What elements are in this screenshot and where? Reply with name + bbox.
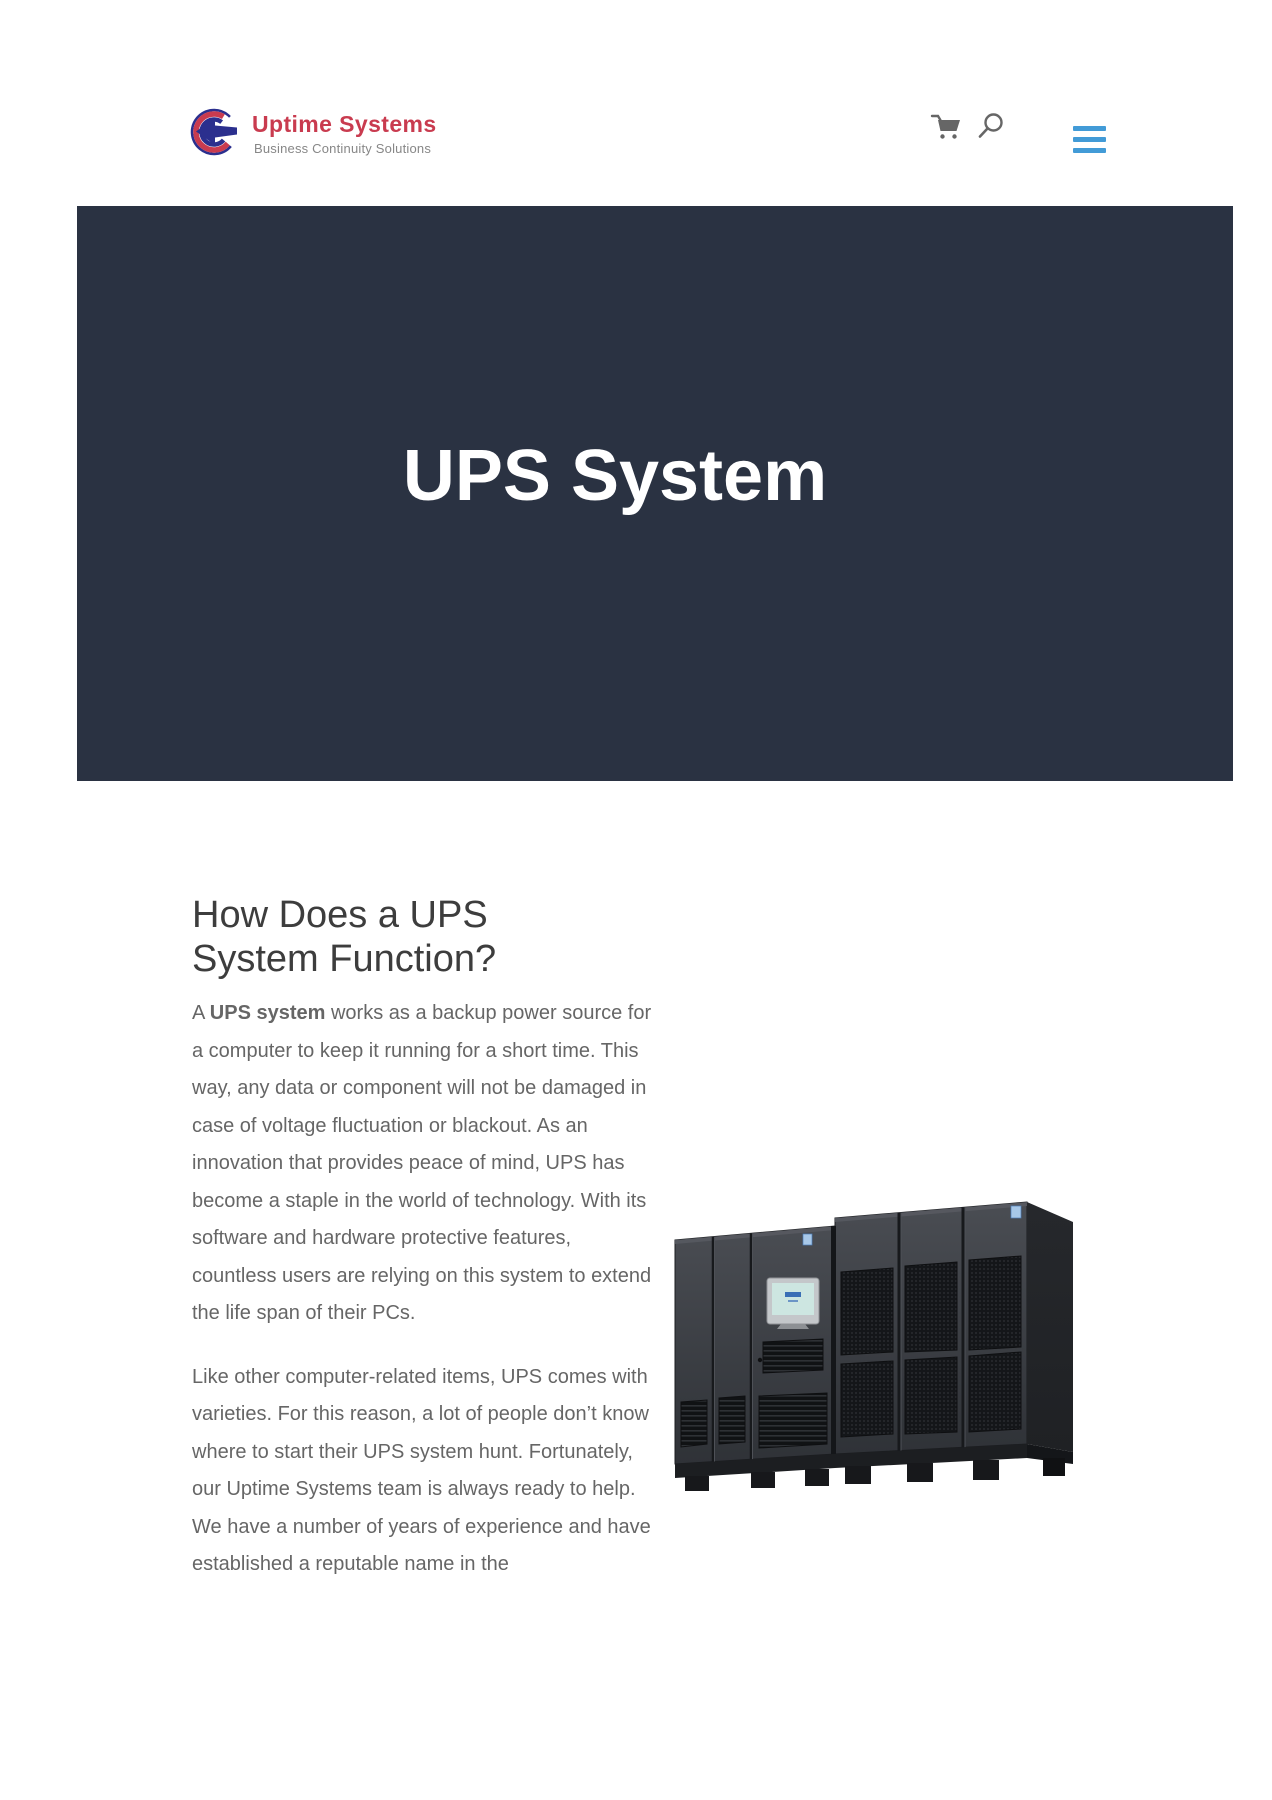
logo-text — [252, 101, 437, 156]
site-header — [0, 0, 1272, 206]
uptime-logo-icon — [190, 101, 240, 159]
shopping-cart-icon — [930, 112, 962, 142]
logo-name: Uptime Systems — [252, 111, 437, 137]
page-title: UPS System — [402, 436, 828, 516]
paragraph-2: Like other computer-related items, UPS comes with varieties. For this reason, a lot of people don’t know where to start their UPS system hunt. Fortunately, our Uptime Systems team is always ready to help. We have a number of years of experience and have established a reputable name in the — [192, 1365, 651, 1575]
section-heading: How Does a UPS System Function? — [192, 894, 497, 980]
cart-button[interactable] — [930, 112, 962, 144]
logo-tagline: Business Continuity Solutions — [254, 141, 432, 156]
article-body — [192, 995, 652, 1610]
search-button[interactable] — [977, 112, 1005, 140]
hamburger-menu-icon — [1073, 126, 1106, 131]
paragraph-1: A UPS system works as a backup power source for a computer to keep it running for a short time. This way, any data or component will not be damaged in case of voltage fluctuation or blackout. As an innovation that provides peace of mind, UPS has become a staple in the world of technology. With its software and hardware protective features, countless users are relying on this system to extend the life span of their PCs. — [192, 1002, 652, 1324]
menu-button[interactable] — [1073, 126, 1106, 153]
ups-product-image — [655, 1192, 1090, 1507]
search-icon — [977, 112, 1005, 140]
site-logo[interactable] — [190, 101, 437, 159]
bold-term: UPS system — [209, 1002, 326, 1024]
hero-banner — [77, 206, 1233, 781]
